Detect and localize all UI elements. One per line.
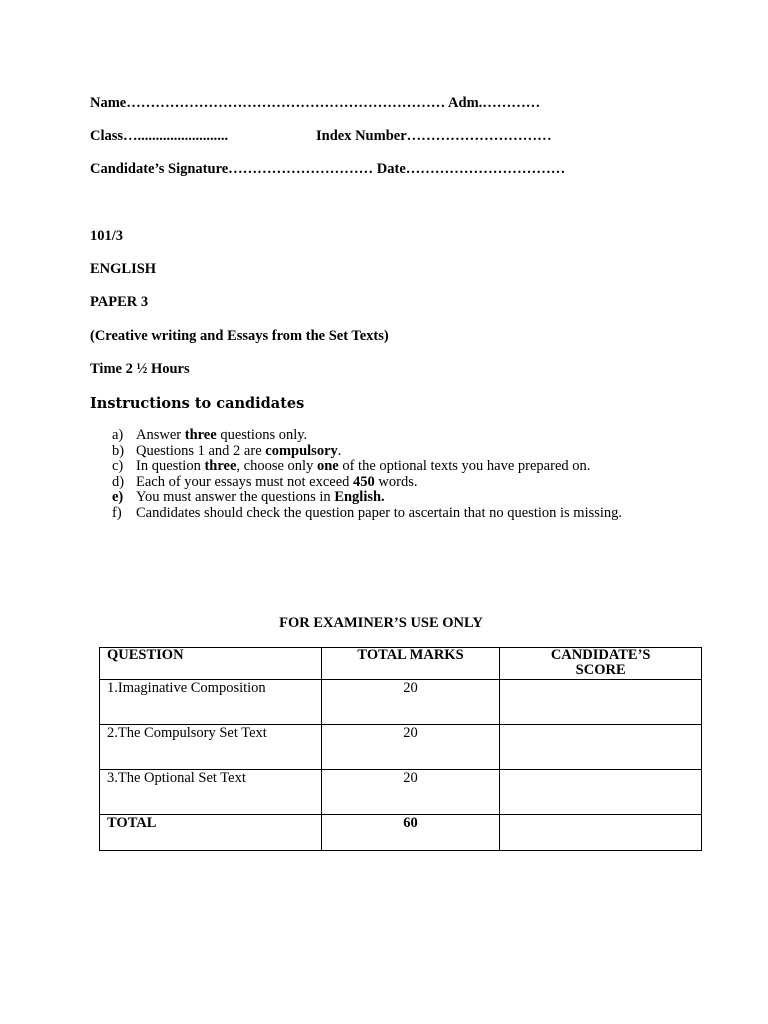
instruction-label: c) — [112, 458, 124, 474]
instructions-list — [112, 428, 622, 521]
instruction-text: Candidates should check the question paper to ascertain that no question is missing. — [136, 504, 623, 521]
instruction-item — [112, 444, 622, 460]
instruction-text: Questions 1 and 2 are compulsory. — [136, 442, 342, 459]
instruction-text: Each of your essays must not exceed 450 words. — [136, 473, 418, 490]
signature-date-line: Candidate’s Signature………………………… Date…………………………… — [90, 161, 566, 177]
instruction-label: b) — [112, 442, 125, 459]
instruction-item — [112, 490, 622, 506]
instruction-label: d) — [112, 473, 125, 490]
subject-title: ENGLISH — [90, 261, 157, 277]
table-total-row — [100, 815, 702, 851]
paper-number: PAPER 3 — [90, 294, 149, 310]
column-header-question: QUESTION — [100, 648, 322, 680]
table-row — [100, 770, 702, 815]
instruction-text: You must answer the questions in English. — [136, 489, 385, 505]
examiner-section-title: FOR EXAMINER’S USE ONLY — [279, 615, 483, 631]
paper-code: 101/3 — [90, 228, 124, 244]
instruction-label: a) — [112, 427, 124, 443]
name-adm-line: Name………………………………………………………… Adm.………… — [90, 95, 541, 111]
instruction-label: f) — [112, 504, 122, 521]
marks-cell: 20 — [321, 770, 500, 815]
instruction-item — [112, 459, 622, 475]
index-number-line: Index Number………………………… — [316, 128, 552, 144]
total-label-cell: TOTAL — [100, 815, 322, 851]
instruction-text: In question three, choose only one of the optional texts you have prepared on. — [136, 458, 591, 474]
instruction-item — [112, 506, 622, 522]
total-score-cell[interactable] — [500, 815, 702, 851]
instructions-heading: Instructions to candidates — [90, 395, 305, 412]
score-cell[interactable] — [500, 770, 702, 815]
total-marks-cell: 60 — [321, 815, 500, 851]
instruction-item — [112, 428, 622, 444]
table-row — [100, 680, 702, 725]
paper-description: (Creative writing and Essays from the Set Texts) — [90, 328, 389, 344]
question-cell: 3.The Optional Set Text — [100, 770, 322, 815]
table-header-row — [100, 648, 702, 680]
instruction-label: e) — [112, 489, 124, 505]
score-cell[interactable] — [500, 725, 702, 770]
score-cell[interactable] — [500, 680, 702, 725]
question-cell: 2.The Compulsory Set Text — [100, 725, 322, 770]
instruction-item — [112, 475, 622, 491]
class-line: Class…......................... — [90, 128, 229, 144]
examiner-score-table — [99, 647, 702, 851]
column-header-total-marks: TOTAL MARKS — [321, 648, 500, 680]
table-row — [100, 725, 702, 770]
marks-cell: 20 — [321, 680, 500, 725]
instruction-text: Answer three questions only. — [136, 427, 308, 443]
time-allowed: Time 2 ½ Hours — [90, 361, 190, 377]
column-header-candidate-score: CANDIDATE’S SCORE — [500, 648, 702, 680]
question-cell: 1.Imaginative Composition — [100, 680, 322, 725]
marks-cell: 20 — [321, 725, 500, 770]
